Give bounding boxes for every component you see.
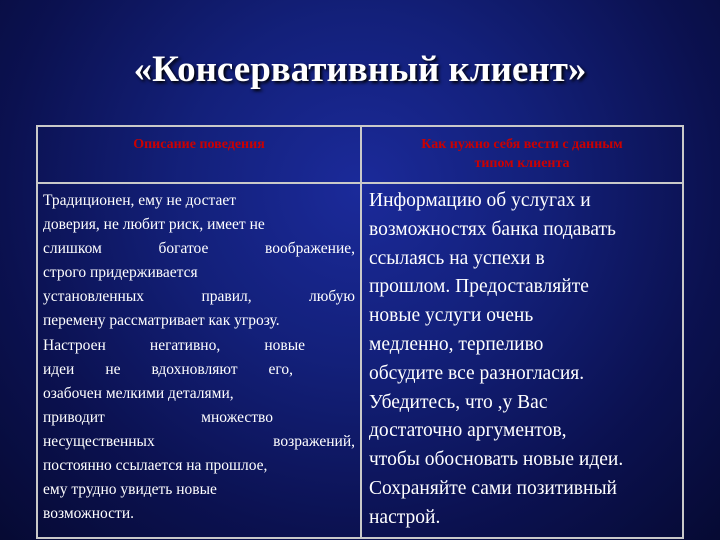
behavior-line: озабочен мелкими деталями, xyxy=(43,384,234,402)
recommendation-line: возможностях банка подавать xyxy=(369,218,616,240)
behavior-line: несущественных возражений, xyxy=(43,432,355,450)
behavior-line: Традиционен, ему не достает xyxy=(43,192,237,209)
behavior-line: перемену рассматривает как угрозу. xyxy=(43,312,280,330)
recommendation-line: новые услуги очень xyxy=(369,305,534,327)
header-behavior-description xyxy=(46,135,352,154)
recommendation-line: чтобы обосновать новые идеи. xyxy=(369,449,624,471)
header-left-text: Описание поведения xyxy=(133,137,265,152)
behavior-line: строго придерживается xyxy=(43,264,198,282)
recommendation-line: обсудите все разногласия. xyxy=(369,362,585,384)
behavior-description-text xyxy=(43,189,355,526)
recommendation-line: прошлом. Предоставляйте xyxy=(369,276,589,298)
behavior-line: идеи не вдохновляют его, xyxy=(43,360,293,378)
header-how-to-behave xyxy=(368,135,676,173)
recommendation-line: настрой. xyxy=(369,506,441,528)
header-right-line-2: типом клиента xyxy=(474,156,570,171)
header-right-line-1: Как нужно себя вести с данным xyxy=(421,137,623,152)
behavior-line: возможности. xyxy=(43,505,135,523)
behavior-line: постоянно ссылается на прошлое, xyxy=(43,457,268,475)
behavior-line: ему трудно увидеть новые xyxy=(43,481,217,499)
column-divider xyxy=(360,127,362,537)
recommendation-line: медленно, терпеливо xyxy=(369,333,544,355)
behavior-line: слишком богатое воображение, xyxy=(43,240,355,258)
behavior-line: установленных правил, любую xyxy=(43,288,355,306)
behavior-line: Настроен негативно, новые xyxy=(43,336,305,354)
behavior-line: доверия, не любит риск, имеет не xyxy=(43,216,265,234)
recommendation-line: Убедитесь, что ,у Вас xyxy=(369,391,548,413)
recommendation-line: Сохраняйте сами позитивный xyxy=(369,477,617,499)
recommendation-line: достаточно аргументов, xyxy=(369,420,567,442)
recommendation-line: ссылаясь на успехи в xyxy=(369,247,545,269)
header-divider xyxy=(38,182,682,184)
comparison-table xyxy=(36,125,684,539)
recommended-behavior-text xyxy=(369,187,681,533)
recommendation-line: Информацию об услугах и xyxy=(369,190,591,211)
behavior-line: приводит множество xyxy=(43,408,273,426)
slide-title: «Консервативный клиент» xyxy=(133,49,587,90)
